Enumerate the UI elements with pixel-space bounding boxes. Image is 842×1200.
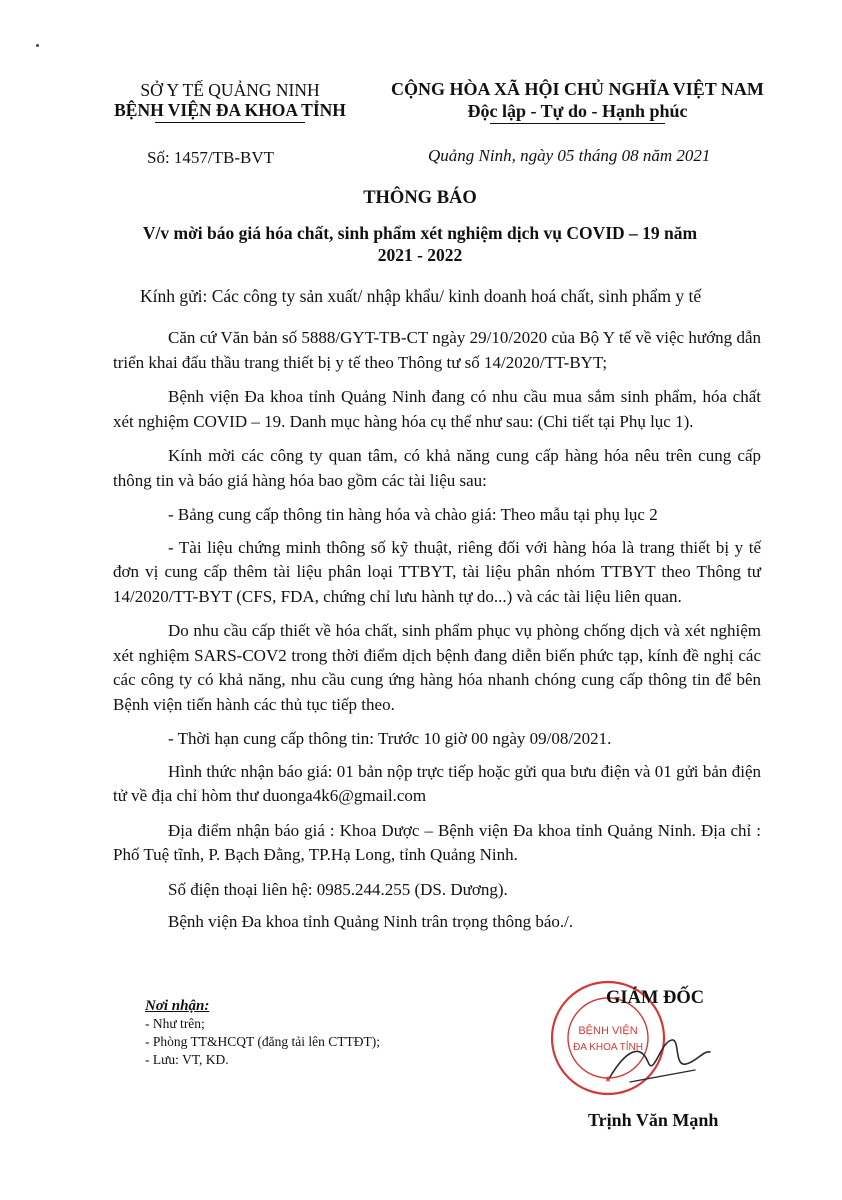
recipient-item: - Phòng TT&HCQT (đăng tải lên CTTĐT); (145, 1034, 380, 1049)
paragraph-submission-location: Địa điểm nhận báo giá : Khoa Dược – Bệnh viện Đa khoa tỉnh Quảng Ninh. Địa chỉ : Phố Tuệ tĩnh, P. Bạch Đằng, TP.Hạ Long, tỉnh Quảng Ninh. (113, 820, 761, 864)
paragraph-urgency: Do nhu cầu cấp thiết về hóa chất, sinh phẩm phục vụ phòng chống dịch và xét nghiệm xét nghiệm SARS-COV2 trong thời điểm dịch bệnh đang diễn biến phức tạp, kính đề nghị các các công ty có khả năng, nhu cầu cung ứng hàng hóa nhanh chóng cung cấp thông tin để bên Bệnh viện tiến hành các thủ tục tiếp theo. (113, 621, 761, 714)
paragraph-deadline: - Thời hạn cung cấp thông tin: Trước 10 giờ 00 ngày 09/08/2021. (168, 729, 612, 748)
motto: Độc lập - Tự do - Hạnh phúc (467, 101, 688, 121)
paragraph-submission-method: Hình thức nhận báo giá: 01 bản nộp trực tiếp hoặc gửi qua bưu điện và 01 gửi bản điện tử về địa chỉ hòm thư duonga4k6@gmail.com (113, 761, 761, 805)
recipient-item: - Lưu: VT, KD. (145, 1052, 229, 1067)
recipients-label: Nơi nhận: (145, 998, 210, 1014)
issuing-organization (95, 80, 365, 123)
subject-line-2: 2021 - 2022 (377, 245, 463, 265)
paragraph-item-technical-docs: - Tài liệu chứng minh thông số kỹ thuật, riêng đối với hàng hóa là trang thiết bị y tế đơn vị cung cấp thêm tài liệu phân loại TTBYT, tài liệu phân nhóm TTBYT theo Thông tư 14/2020/TT-BYT (CFS, FDA, chứng chỉ lưu hành tự do...) và các tài liệu liên quan. (113, 537, 761, 606)
handwritten-signature (600, 1022, 720, 1094)
recipient-line: Kính gửi: Các công ty sản xuất/ nhập khẩu/ kinh doanh hoá chất, sinh phẩm y tế (140, 286, 702, 306)
paragraph-invitation: Kính mời các công ty quan tâm, có khả năng cung cấp hàng hóa nêu trên cung cấp thông tin và báo giá hàng hóa bao gồm các tài liệu sau: (113, 446, 761, 490)
paragraph-contact-phone: Số điện thoại liên hệ: 0985.244.255 (DS. Dương). (168, 879, 508, 899)
national-header (380, 78, 775, 124)
paragraph-legal-basis: Căn cứ Văn bản số 5888/GYT-TB-CT ngày 29/10/2020 của Bộ Y tế về việc hướng dẫn triển khai đấu thầu trang thiết bị y tế theo Thông tư số 14/2020/TT-BYT; (113, 328, 761, 372)
country-name: CỘNG HÒA XÃ HỘI CHỦ NGHĨA VIỆT NAM (391, 79, 764, 99)
scan-speck (36, 44, 39, 47)
svg-text:ĐA KHOA TỈNH: ĐA KHOA TỈNH (573, 1042, 643, 1053)
signer-title: GIÁM ĐỐC (606, 988, 705, 1008)
document-title: THÔNG BÁO (363, 188, 477, 208)
recipient-item: - Như trên; (145, 1016, 205, 1031)
document-number: Số: 1457/TB-BVT (147, 148, 275, 167)
svg-text:★: ★ (603, 1074, 613, 1084)
date-line: Quảng Ninh, ngày 05 tháng 08 năm 2021 (428, 146, 711, 165)
document-body (113, 326, 761, 945)
org-underline (155, 122, 305, 123)
document-subject (120, 222, 720, 266)
subject-line-1: V/v mời báo giá hóa chất, sinh phẩm xét nghiệm dịch vụ COVID – 19 năm (142, 223, 698, 243)
paragraph-item-quote-table: - Bảng cung cấp thông tin hàng hóa và chào giá: Theo mẫu tại phụ lục 2 (168, 505, 658, 524)
org-line-2: BỆNH VIỆN ĐA KHOA TỈNH (114, 100, 346, 120)
paragraph-closing: Bệnh viện Đa khoa tỉnh Quảng Ninh trân trọng thông báo./. (168, 912, 574, 931)
signer-name: Trịnh Văn Mạnh (588, 1110, 719, 1130)
paragraph-need: Bệnh viện Đa khoa tỉnh Quảng Ninh đang có nhu cầu mua sắm sinh phẩm, hóa chất xét nghiệm COVID – 19. Danh mục hàng hóa cụ thể như sau: (Chi tiết tại Phụ lục 1). (113, 387, 761, 431)
recipients-block (145, 997, 380, 1069)
svg-text:BỆNH VIỆN: BỆNH VIỆN (578, 1025, 638, 1037)
motto-underline (490, 123, 665, 124)
org-line-1: SỞ Y TẾ QUẢNG NINH (140, 80, 320, 100)
